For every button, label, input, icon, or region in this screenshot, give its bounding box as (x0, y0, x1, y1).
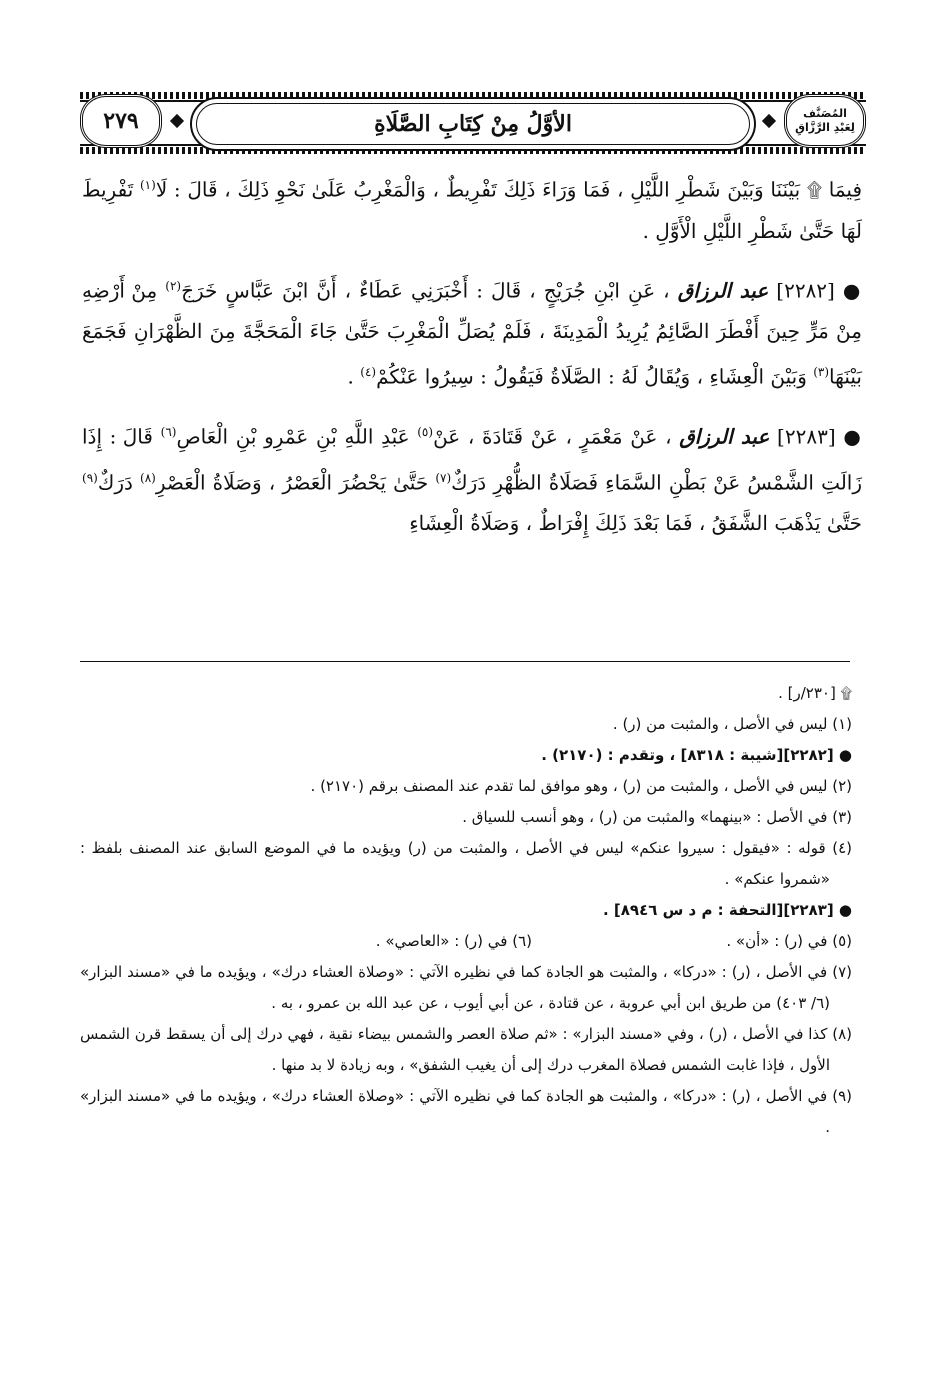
narrator-name: عبد الرزاق (677, 278, 769, 303)
hadith-number: [٢٢٨٢] (776, 278, 835, 303)
text-run: تَفْرِيطَ لَهَا حَتَّىٰ شَطْرِ اللَّيْلِ الْأَوَّلِ . (82, 177, 862, 243)
footnote-ref: (٦) (160, 424, 177, 439)
footnote-ref: (٢) (165, 278, 182, 293)
footnotes-5-6 (80, 926, 852, 957)
running-title: الأوَّلُ مِنْ كِتَابِ الصَّلَاةِ (374, 111, 572, 137)
text-run: حَتَّىٰ يَحْضُرَ الْعَصْرُ ، وَصَلَاةُ الْعَصْرِ (155, 470, 429, 495)
hadith-number: [٢٢٨٣] (777, 424, 836, 449)
text-run: وَبَيْنَ الْعِشَاءِ ، وَيُقَالُ لَهُ : الصَّلَاةُ فَيَقُولُ : سِيرُوا عَنْكُمْ (376, 364, 807, 389)
footnote-ref: (٧) (435, 470, 452, 485)
text-run: ، عَنْ مَعْمَرٍ ، عَنْ قَتَادَةَ ، عَنْ (433, 424, 672, 449)
footnote-7: (٧) في الأصل ، (ر) : «دركا» ، والمثبت هو الجادة كما في نظيره الآتي : «وصلاة العشاء درك» ، ويؤيده ما في «مسند البزار» (٦/ ٤٠٣) من طريق ابن أبي عروبة ، عن قتادة ، عن أبي أيوب ، عن عبد الله بن عمرو ، به . (80, 963, 852, 1012)
footnote-ref: (٤) (360, 365, 377, 380)
text-run: عَبْدِ اللَّهِ بْنِ عَمْرِو بْنِ الْعَاصِ (176, 424, 410, 449)
footnotes (80, 678, 852, 1143)
page-header (80, 92, 866, 154)
footnote-6: (٦) في (ر) : «العاصي» . (375, 932, 532, 950)
page-number: ٢٧٩ (103, 108, 139, 134)
bullet-icon: ● (843, 424, 863, 449)
hadith-2283 (82, 412, 862, 544)
footnote-ref: (١) (139, 178, 156, 192)
footnote-9: (٩) في الأصل ، (ر) : «دركا» ، والمثبت هو الجادة كما في نظيره الآتي : «وصلاة العشاء درك» ، ويؤيده ما في «مسند البزار» . (80, 1087, 852, 1136)
footnote-1: (١) ليس في الأصل ، والمثبت من (ر) . (612, 715, 852, 733)
text-run: فِيمَا ۩ بَيْنَنَا وَبَيْنَ شَطْرِ اللَّيْلِ ، فَمَا وَرَاءَ ذَلِكَ تَفْرِيطٌ ، وَالْمَغْرِبُ عَلَىٰ نَحْوِ ذَلِكَ ، قَالَ : (173, 177, 863, 202)
text-run: قَالَ : إِذَا زَالَتِ الشَّمْسُ عَنْ بَطْنِ السَّمَاءِ فَصَلَاةُ الظُّهْرِ دَرَكٌ (82, 424, 863, 495)
title-cartouche (190, 97, 756, 151)
narrator-name: عبد الرزاق (679, 424, 770, 449)
footnote-2: (٢) ليس في الأصل ، والمثبت من (ر) ، وهو موافق لما تقدم عند المصنف برقم (٢١٧٠) . (310, 777, 852, 795)
footnote-ref: (٣) (813, 365, 830, 380)
hadith-2282 (82, 266, 862, 398)
manuscript-reference: ۩ [٢٣٠/ر] . (778, 684, 852, 702)
text-run: . (347, 364, 354, 389)
bullet-icon: ● (842, 278, 863, 303)
paragraph-continuation (82, 165, 862, 252)
source-note-2282: ● [٢٢٨٢][شيبة : ٨٣١٨] ، وتقدم : (٢١٧٠) . (541, 746, 852, 764)
text-run: ، عَنِ ابْنِ جُرَيْجٍ ، قَالَ : أَخْبَرَنِي عَطَاءٌ ، أَنَّ ابْنَ عَبَّاسٍ خَرَجَ (181, 278, 670, 303)
footnote-4: (٤) قوله : «فيقول : سيروا عنكم» ليس في الأصل ، والمثبت من (ر) ويؤيده ما في الموضع السابق عند المصنف بلفظ : «شمروا عنكم» . (80, 839, 852, 888)
footnote-ref: (٨) (140, 470, 156, 485)
footnote-3: (٣) في الأصل : «بينهما» والمثبت من (ر) ، وهو أنسب للسياق . (462, 808, 852, 826)
footnote-ref: (٥) (417, 424, 434, 439)
footnote-ref: (٩) (82, 470, 98, 485)
footnote-5: (٥) في (ر) : «أن» . (726, 932, 852, 950)
text-run: دَرَكٌ (97, 470, 133, 495)
text-run: حَتَّىٰ يَذْهَبَ الشَّفَقُ ، فَمَا بَعْدَ ذَلِكَ إِفْرَاطٌ ، وَصَلَاةُ الْعِشَاءِ (409, 511, 862, 536)
main-text (82, 165, 862, 544)
text-run: مِنْ أَرْضِهِ مِنْ مَرٍّ حِينَ أَفْطَرَ الصَّائِمُ يُرِيدُ الْمَدِينَةَ ، فَلَمْ يُصَلِّ الْمَغْرِبَ حَتَّىٰ جَاءَ الْمَحَجَّةَ مِنَ الظَّهْرَانِ فَجَمَعَ بَيْنَهَا (82, 278, 862, 389)
logo-line-1: المُصَنَّف (803, 107, 847, 120)
footnote-8: (٨) كذا في الأصل ، (ر) ، وفي «مسند البزار» : «ثم صلاة العصر والشمس بيضاء نقية ، فهي درك إلى أن يسقط قرن الشمس الأول ، فإذا غابت الشمس فصلاة المغرب درك إلى أن يغيب الشفق» ، وبه زيادة لا بد منها . (80, 1025, 852, 1074)
footnote-separator (80, 661, 850, 662)
text-run: لَا (155, 177, 168, 202)
publisher-logo (784, 94, 866, 148)
logo-line-2: لِعَبْدِ الرَّزَّاقِ (795, 121, 855, 134)
page-number-badge (80, 94, 162, 148)
source-note-2283: ● [٢٢٨٣][التحفة : م د س ٨٩٤٦] . (602, 901, 852, 919)
